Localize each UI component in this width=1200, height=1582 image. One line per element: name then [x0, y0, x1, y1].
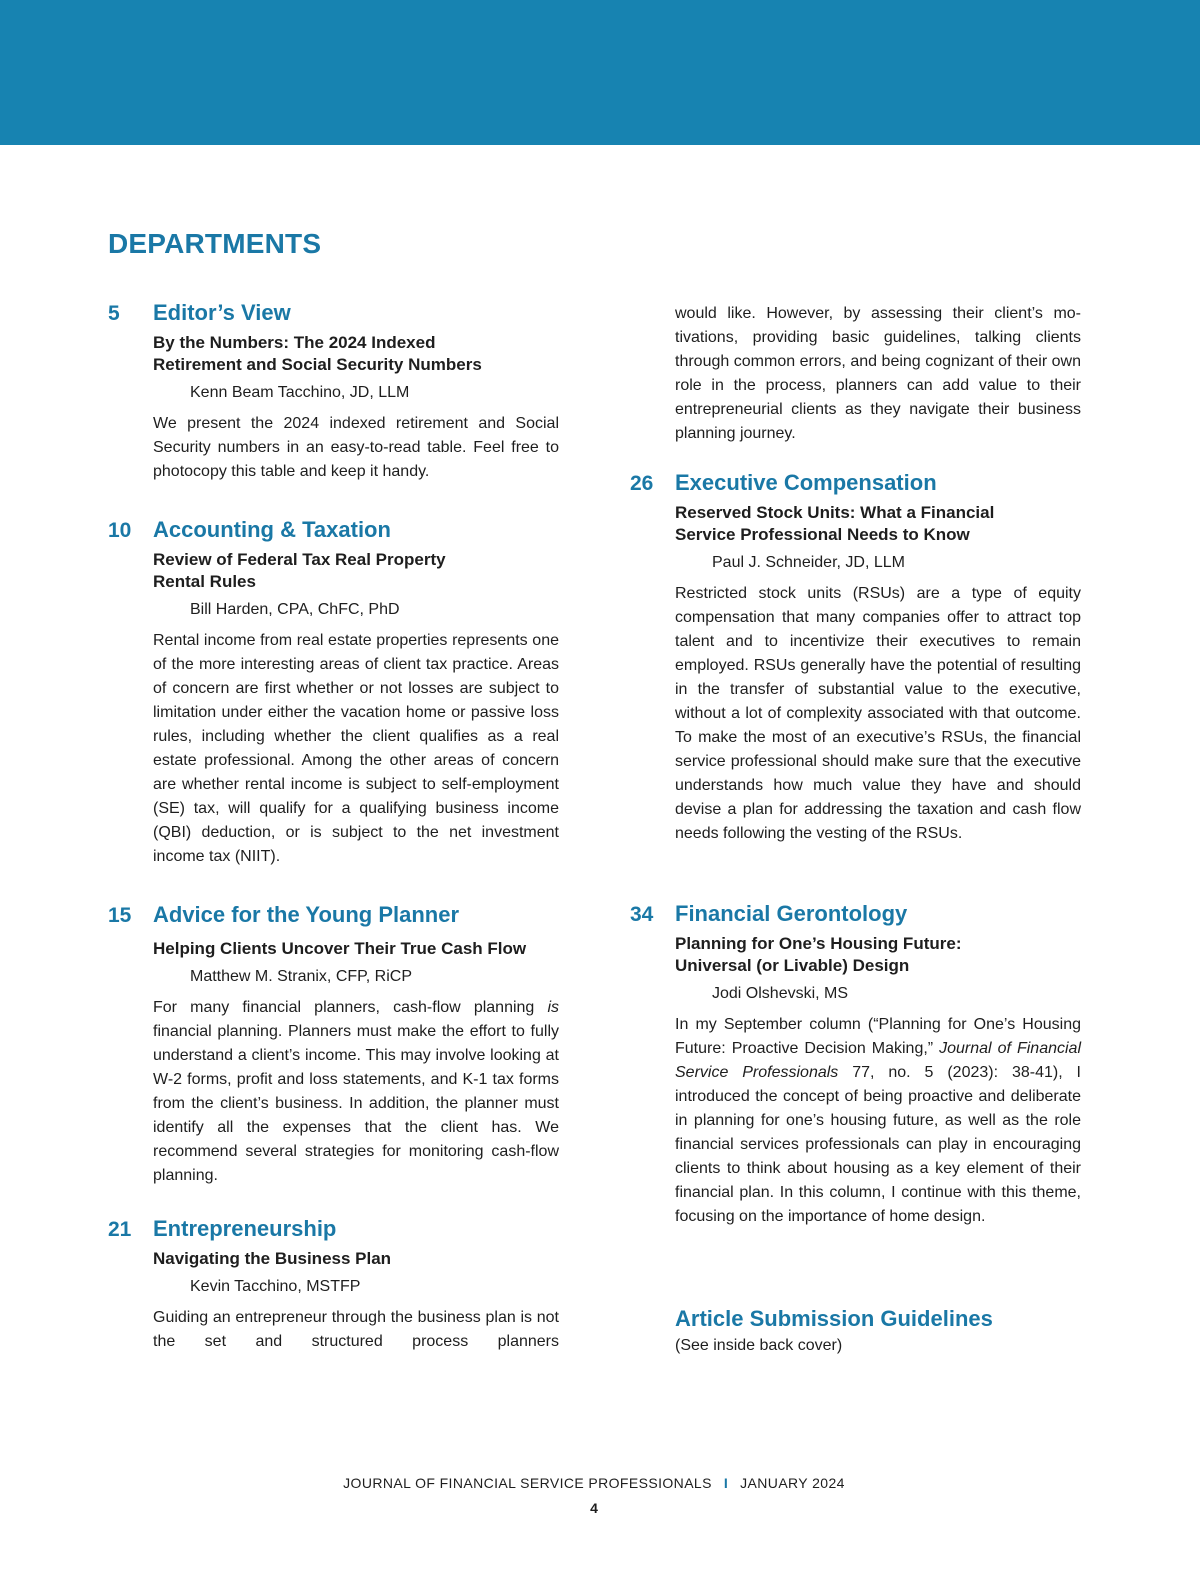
department-name: Executive Compensation	[675, 470, 937, 495]
department-page-number: 10	[108, 519, 132, 542]
department-name: Editor’s View	[153, 300, 291, 325]
description-text: In my September column (“Planning for One’s Housing Future: Proactive Decision Making,”	[675, 1016, 1081, 1057]
article-title-line: Service Professional Needs to Know	[675, 525, 970, 544]
article-author: Kenn Beam Tacchino, JD, LLM	[190, 384, 410, 401]
article-author: Matthew M. Stranix, CFP, RiCP	[190, 968, 412, 985]
article-description: Rental income from real estate properties represents one of the more interesting areas of client tax practice. Areas of concern are first whether or not losses are subject to limitation under either the vacation home or passive loss rules, including whether the client qualifies as a real estate professional. Among the other areas of concern are whether rental income is subject to self-employment (SE) tax, will qualify for a qualifying business income (QBI) deduction, or is subject to the net investment income tax (NIIT).	[153, 632, 559, 865]
article-description	[153, 996, 559, 1188]
article-description: Guiding an entrepreneur through the business plan is not the set and structured process planners	[153, 1309, 559, 1350]
article-title	[153, 1248, 573, 1270]
department-executive-compensation	[630, 470, 1082, 846]
article-title-line: Navigating the Business Plan	[153, 1249, 392, 1268]
department-name: Financial Gerontology	[675, 901, 908, 926]
department-heading	[108, 517, 560, 549]
article-author: Paul J. Schneider, JD, LLM	[712, 554, 905, 571]
department-heading	[630, 470, 1082, 502]
department-heading	[108, 1216, 560, 1248]
department-heading	[108, 300, 560, 332]
department-financial-gerontology	[630, 901, 1082, 1229]
department-page-number: 5	[108, 302, 120, 325]
header-band	[0, 0, 1200, 145]
footer-journal-name: JOURNAL OF FINANCIAL SERVICE PROFESSIONALS	[343, 1475, 712, 1491]
department-entrepreneurship	[108, 1216, 560, 1354]
description-text: For many financial planners, cash-flow planning	[153, 999, 548, 1016]
article-description: Restricted stock units (RSUs) are a type of equity compensation that many companies offer to attract top talent and to incentivize their executives to remain employed. RSUs generally have the potential of resulting in the transfer of substantial value to the executive, without a lot of complexity associated with that outcome. To make the most of an executive’s RSUs, the financial service professional should make sure that the executive understands how much value they have and should devise a plan for addressing the taxation and cash flow needs following the vesting of the RSUs.	[675, 585, 1081, 842]
description-text: 77, no. 5 (2023): 38-41), I introduced the concept of being proactive and deliberate in planning for one’s housing future, as well as the role financial services professionals can play in encouraging clients to think about housing as a key element of their financial plan. In this column, I continue with this theme, focusing on the importance of home design.	[675, 1064, 1082, 1225]
department-page-number: 15	[108, 904, 132, 927]
description-emphasis: is	[547, 999, 559, 1016]
department-name: Accounting & Taxation	[153, 517, 391, 542]
submission-guidelines-heading: Article Submission Guidelines	[675, 1306, 993, 1331]
article-description: We present the 2024 indexed retirement and Social Security numbers in an easy-to-read table. Feel free to photocopy this table and keep it handy.	[153, 415, 559, 480]
department-name: Advice for the Young Planner	[153, 902, 460, 927]
department-editors-view	[108, 300, 560, 484]
article-title-line: Review of Federal Tax Real Property	[153, 550, 446, 569]
article-title-line: Retirement and Social Security Numbers	[153, 355, 482, 374]
article-title-line: Rental Rules	[153, 572, 256, 591]
department-name: Entrepreneurship	[153, 1216, 337, 1241]
department-advice-young-planner	[108, 902, 560, 1188]
article-description-continued: would like. However, by assessing their client’s motivations, providing basic guidelines, talking clients through common errors, and being cognizant of their own role in the process, planners can add value to their entrepreneurial clients as they navigate their business planning journey.	[675, 305, 1081, 442]
department-accounting-taxation	[108, 517, 560, 869]
article-title	[675, 502, 1095, 546]
article-title-line: By the Numbers: The 2024 Indexed	[153, 333, 436, 352]
article-author: Kevin Tacchino, MSTFP	[190, 1278, 361, 1295]
article-title-line: Reserved Stock Units: What a Financial	[675, 503, 995, 522]
article-title	[153, 549, 573, 593]
section-title: DEPARTMENTS	[108, 228, 322, 259]
article-title-line: Universal (or Livable) Design	[675, 956, 910, 975]
article-title-line: Planning for One’s Housing Future:	[675, 934, 962, 953]
page-number: 4	[590, 1500, 598, 1516]
footer-separator: I	[723, 1475, 729, 1491]
article-title	[153, 938, 573, 960]
description-text: financial planning. Planners must make the effort to fully understand a client’s income. This may involve looking at W-2 forms, profit and loss statements, and K-1 tax forms from the client’s business. In addition, the planner must identify all the expenses that the client has. We recommend several strategies for monitoring cash-flow planning.	[153, 1023, 559, 1184]
submission-guidelines-note: (See inside back cover)	[675, 1337, 843, 1354]
article-title	[153, 332, 573, 376]
article-description	[675, 1013, 1081, 1229]
department-page-number: 26	[630, 472, 654, 495]
page-footer	[0, 1475, 1188, 1491]
department-heading	[108, 902, 560, 934]
department-heading	[630, 901, 1082, 933]
department-page-number: 21	[108, 1218, 132, 1241]
footer-issue-date: JANUARY 2024	[740, 1475, 845, 1491]
department-page-number: 34	[630, 903, 654, 926]
article-author: Jodi Olshevski, MS	[712, 985, 849, 1002]
description-emphasis: Journal of Financial Service Professionals	[675, 1040, 1081, 1081]
article-title-line: Helping Clients Uncover Their True Cash Flow	[153, 939, 527, 958]
article-title	[675, 933, 1095, 977]
article-author: Bill Harden, CPA, ChFC, PhD	[190, 601, 400, 618]
